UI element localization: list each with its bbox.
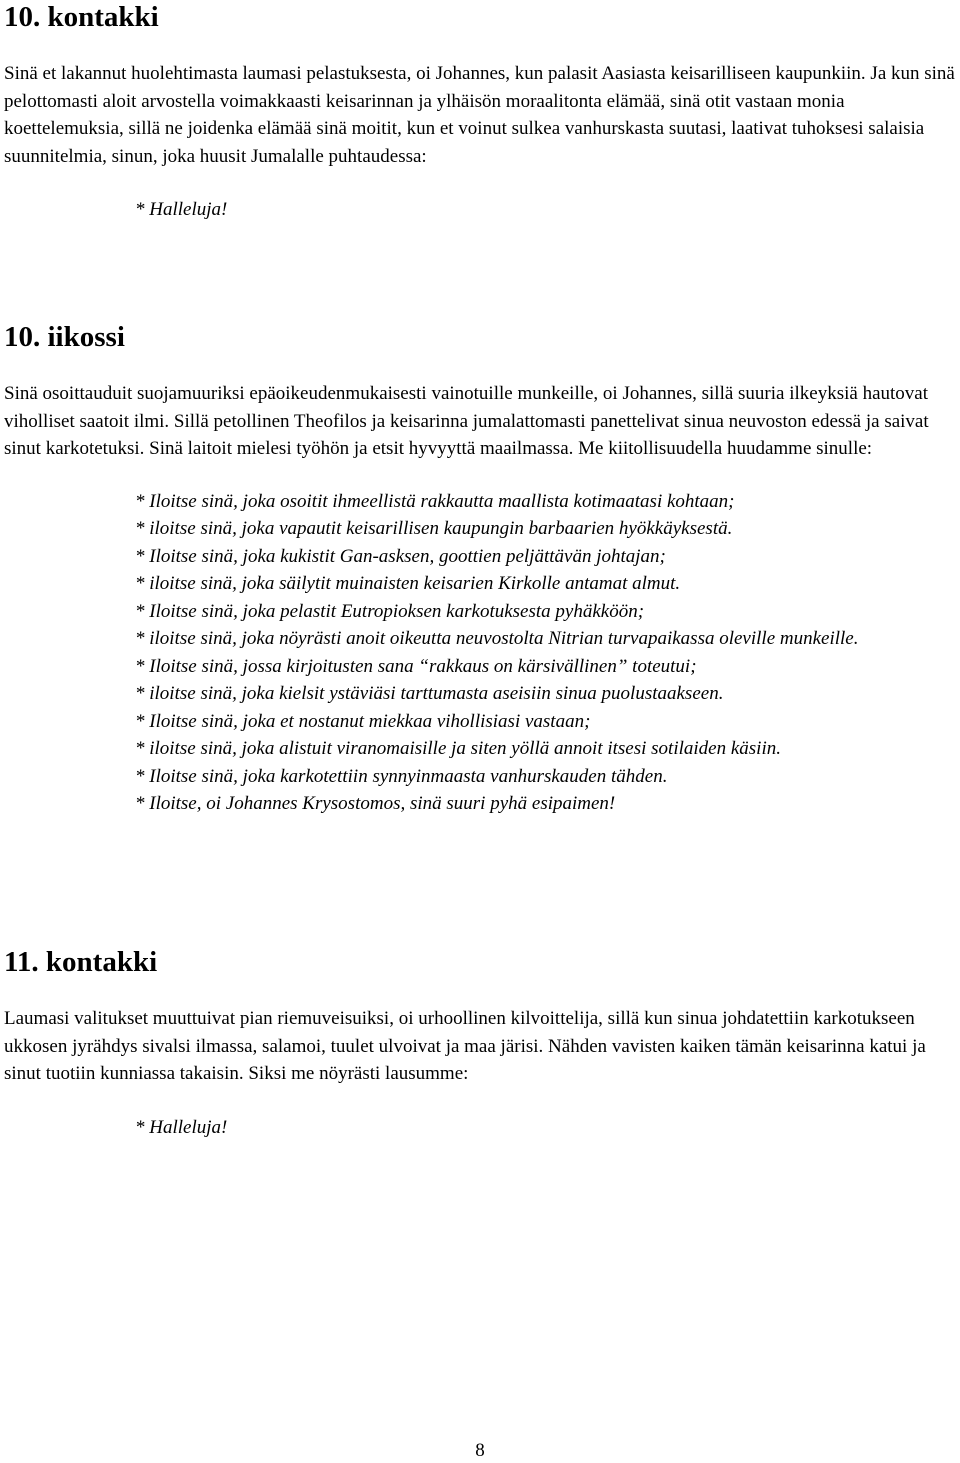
page-number: 8: [475, 1440, 485, 1461]
refrain-line: * Iloitse sinä, joka osoitit ihmeellistä rakkautta maallista kotimaatasi kohtaan;: [135, 490, 735, 512]
refrain-line: * Iloitse sinä, joka karkotettiin synnyinmaasta vanhurskauden tähden.: [135, 765, 668, 787]
section-heading: 11. kontakki: [4, 946, 158, 978]
section-paragraph: Sinä osoittauduit suojamuuriksi epäoikeudenmukaisesti vainotuille munkeille, oi Johannes, sillä suuria ilkeyksiä hautovat viholliset saatoit ilmi. Sillä petollinen Theofilos ja keisarinna jumalattomasti panettelivat sinua neuvoston edessä ja saivat sinut karkotetuksi. Sinä laitoit mielesi työhön ja etsit hyvyyttä maailmassa. Me kiitollisuudella huudamme sinulle:: [4, 383, 929, 459]
section-kontakki-10: [4, 0, 960, 224]
refrain-line: * Iloitse sinä, joka pelastit Eutropioksen karkotuksesta pyhäkköön;: [135, 600, 645, 622]
refrain: [4, 1114, 960, 1142]
refrain-line: * iloitse sinä, joka vapautit keisarillisen kaupungin barbaarien hyökkäyksestä.: [135, 518, 733, 539]
refrain-line: * Iloitse sinä, joka et nostanut miekkaa vihollisiasi vastaan;: [135, 710, 591, 732]
refrain-line: * iloitse sinä, joka nöyrästi anoit oikeutta neuvostolta Nitrian turvapaikassa oleville munkeille.: [135, 628, 859, 649]
refrain-line: * iloitse sinä, joka säilytit muinaisten keisarien Kirkolle antamat almut.: [135, 573, 681, 594]
refrain-line: * Iloitse, oi Johannes Krysostomos, sinä suuri pyhä esipaimen!: [135, 793, 616, 814]
refrain-line: * iloitse sinä, joka alistuit viranomaisille ja siten yöllä annoit itsesi sotilaiden käsiin.: [135, 738, 781, 759]
refrain: [4, 196, 960, 224]
refrain-line: * Halleluja!: [135, 1116, 228, 1138]
section-paragraph: Sinä et lakannut huolehtimasta laumasi pelastuksesta, oi Johannes, kun palasit Aasiasta keisarilliseen kaupunkiin. Ja kun sinä pelottomasti aloit arvostella voimakkaasti keisarinnan ja ylhäisön moraalitonta elämää, sinä otit vastaan monia koettelemuksia, sillä ne joidenka elämää sinä moitit, kun et voinut sulkea vanhurskasta suutasi, laativat tuhoksesi salaisia suunnitelmia, sinun, joka huusit Jumalalle puhtaudessa:: [4, 63, 955, 167]
section-paragraph: Laumasi valitukset muuttuivat pian riemuveisuiksi, oi urhoollinen kilvoittelija, sillä kun sinua johdatettiin karkotukseen ukkosen jyrähdys sivalsi ilmassa, salamoi, tuulet ulvoivat ja maa järisi. Nähden vavisten kaiken tämän keisarinna katui ja sinut tuotiin kunniassa takaisin. Siksi me nöyrästi lausumme:: [4, 1008, 926, 1084]
section-heading: 10. iikossi: [4, 321, 125, 353]
section-kontakki-11: [4, 945, 960, 1141]
section-heading: 10. kontakki: [4, 1, 159, 33]
refrain-line: * iloitse sinä, joka kielsit ystäviäsi tarttumasta aseisiin sinua puolustaakseen.: [135, 683, 724, 704]
refrain: [4, 488, 960, 818]
section-iikossi-10: [4, 320, 960, 818]
refrain-line: * Iloitse sinä, joka kukistit Gan-asksen, goottien peljättävän johtajan;: [135, 545, 666, 567]
refrain-line: * Halleluja!: [135, 199, 228, 220]
refrain-line: * Iloitse sinä, jossa kirjoitusten sana “rakkaus on kärsivällinen” toteutui;: [135, 655, 697, 677]
